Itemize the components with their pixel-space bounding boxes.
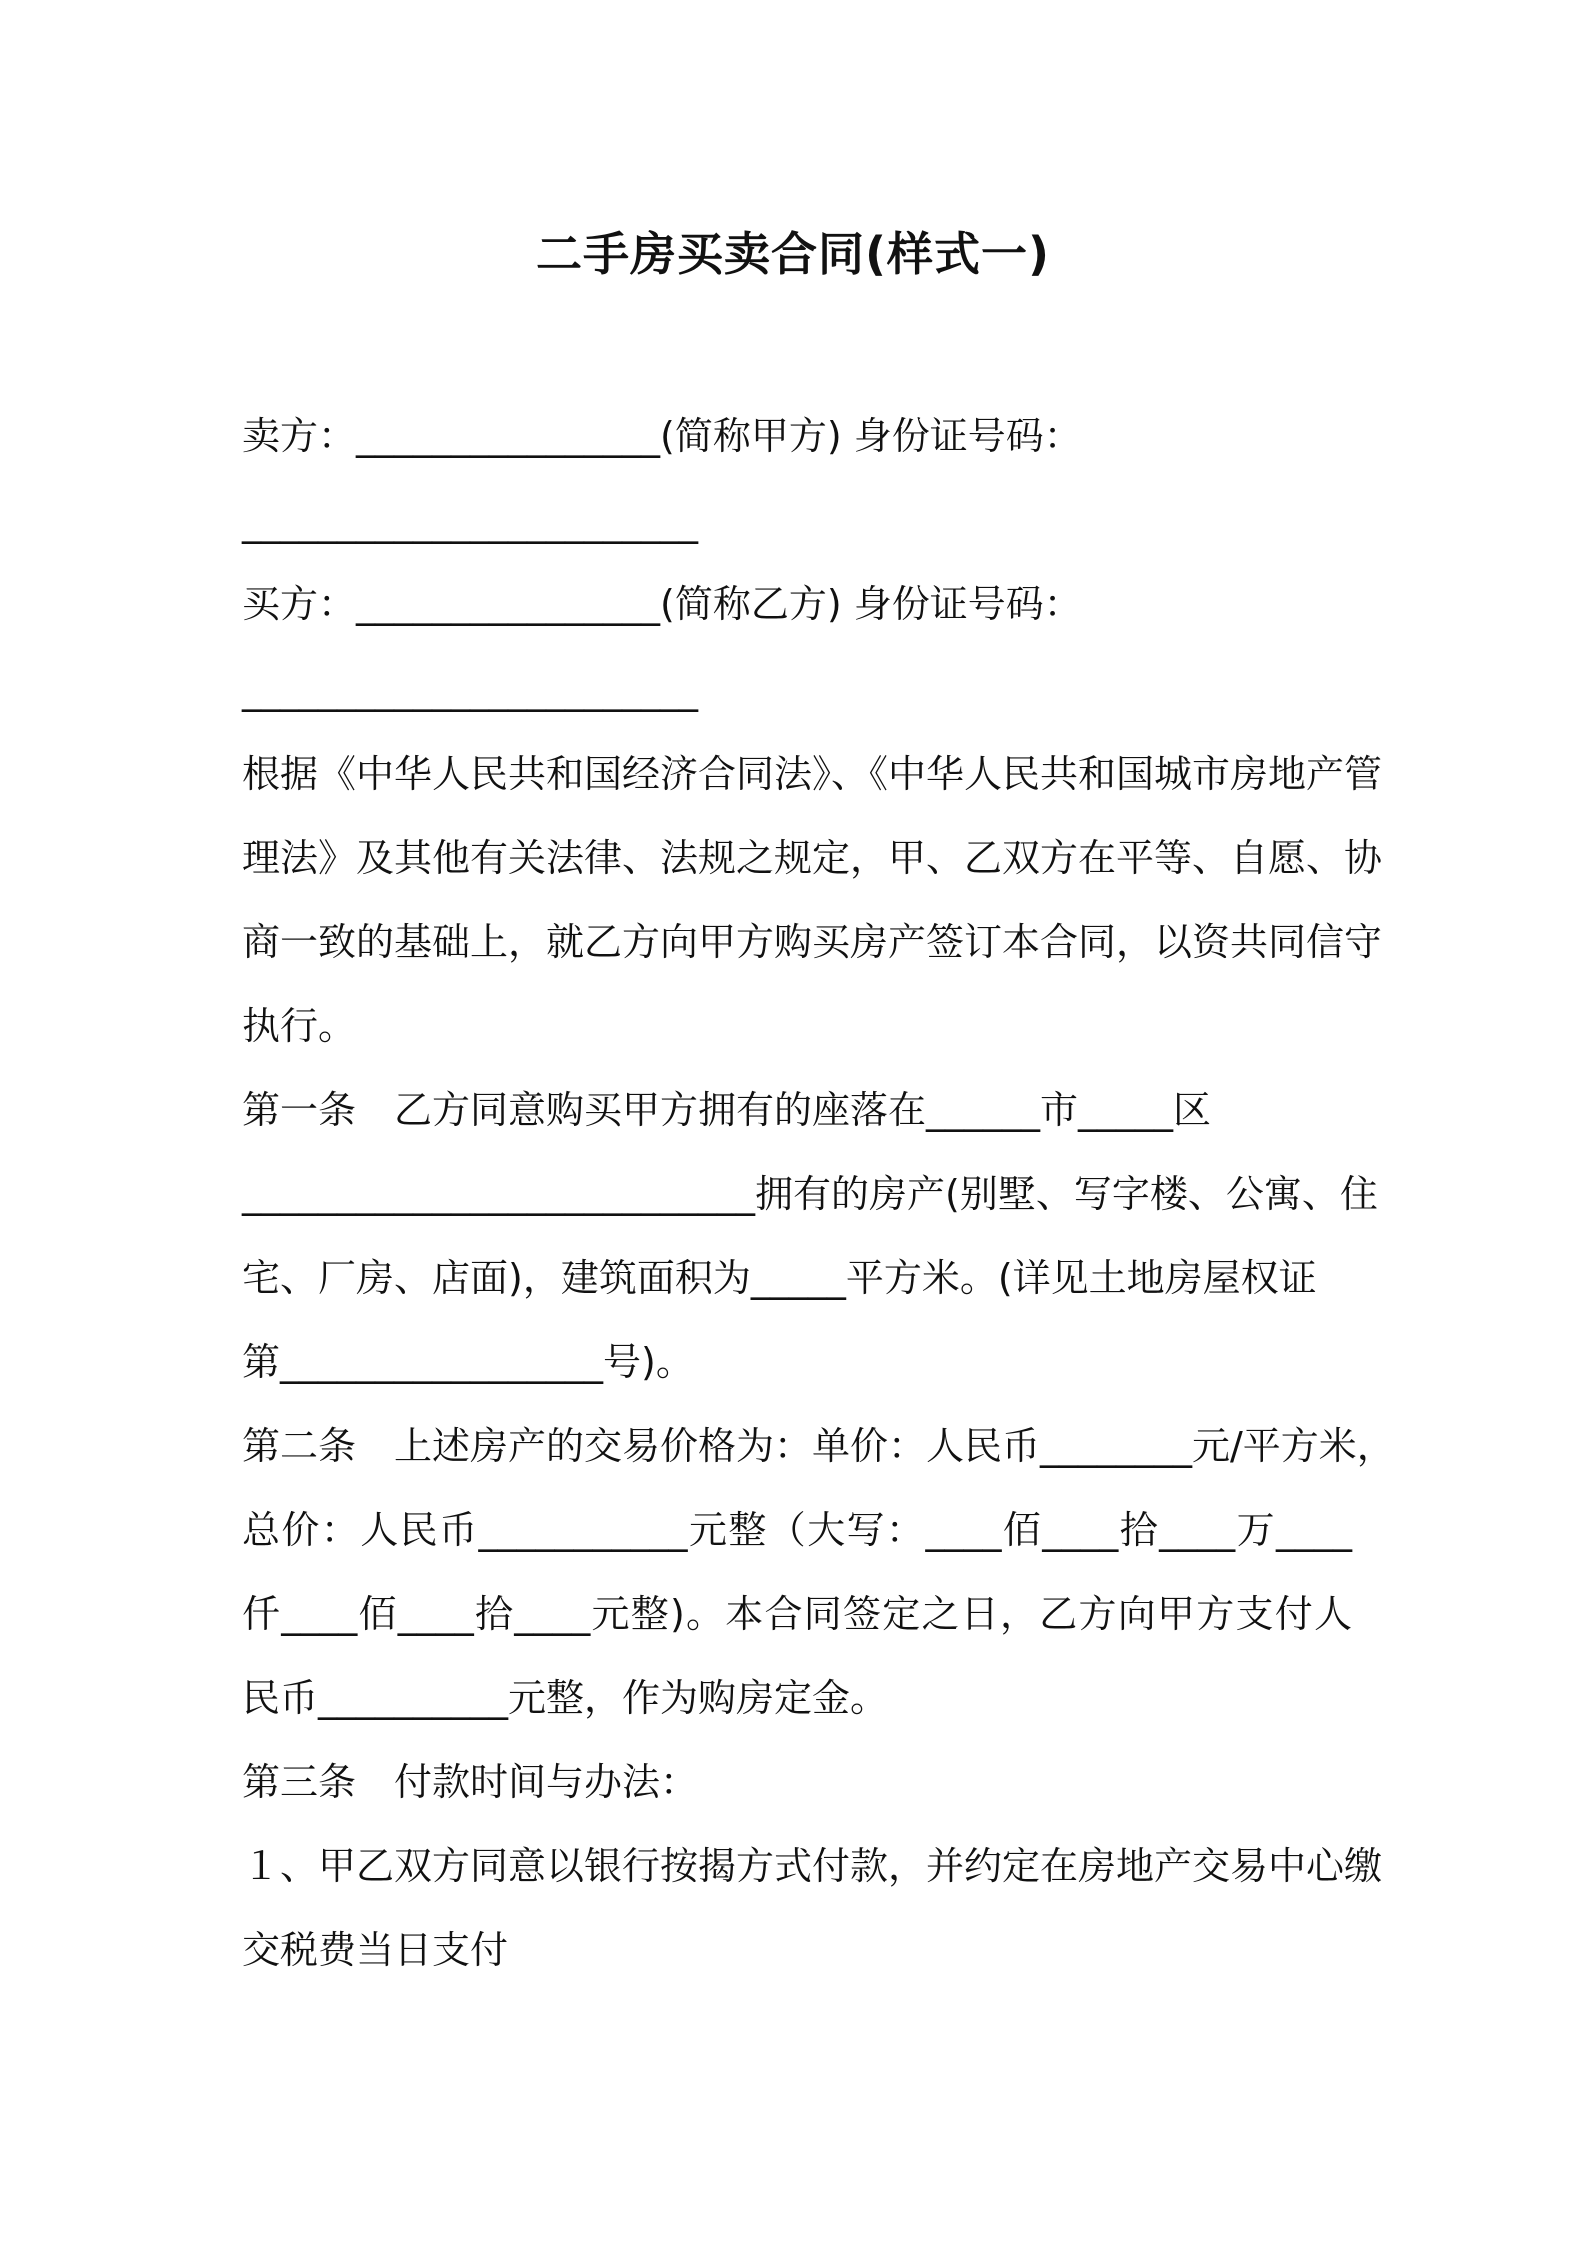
article-3-heading: 第三条 付款时间与办法： — [242, 1760, 699, 1804]
article-2-line-2: 总价：人民币___________元整（大写：____佰____拾____万____ — [242, 1508, 1352, 1552]
article-2-line-4: 民币__________元整，作为购房定金。 — [242, 1676, 889, 1720]
preamble-line-2: 理法》及其他有关法律、法规之规定，甲、乙双方在平等、自愿、协 — [242, 836, 1383, 880]
article-1-line-2: ___________________________拥有的房产(别墅、写字楼、公寓、住 — [242, 1172, 1378, 1216]
preamble-line-3: 商一致的基础上，就乙方向甲方购买房产签订本合同，以资共同信守 — [242, 920, 1383, 964]
seller-line: 卖方：________________(简称甲方) 身份证号码： — [242, 414, 1082, 458]
article-1-line-4: 第_________________号)。 — [242, 1340, 694, 1384]
buyer-id-blank: ________________________ — [242, 668, 698, 712]
article-3-item-1-line-2: 交税费当日支付 — [242, 1928, 509, 1972]
article-2-line-1: 第二条 上述房产的交易价格为：单价：人民币________元/平方米， — [242, 1424, 1395, 1468]
preamble-line-1: 根据《中华人民共和国经济合同法》、《中华人民共和国城市房地产管 — [242, 752, 1383, 796]
document-title: 二手房买卖合同(样式一) — [535, 227, 1051, 281]
article-2-line-3: 仟____佰____拾____元整)。本合同签定之日，乙方向甲方支付人 — [242, 1592, 1352, 1636]
article-1-line-3: 宅、厂房、店面)，建筑面积为_____平方米。(详见土地房屋权证 — [242, 1256, 1317, 1300]
preamble-line-4: 执行。 — [242, 1004, 357, 1048]
seller-id-blank: ________________________ — [242, 500, 698, 544]
buyer-line: 买方：________________(简称乙方) 身份证号码： — [242, 582, 1082, 626]
article-3-item-1-line-1: １、甲乙双方同意以银行按揭方式付款，并约定在房地产交易中心缴 — [242, 1844, 1383, 1888]
article-1-line-1: 第一条 乙方同意购买甲方拥有的座落在______市_____区 — [242, 1088, 1212, 1132]
